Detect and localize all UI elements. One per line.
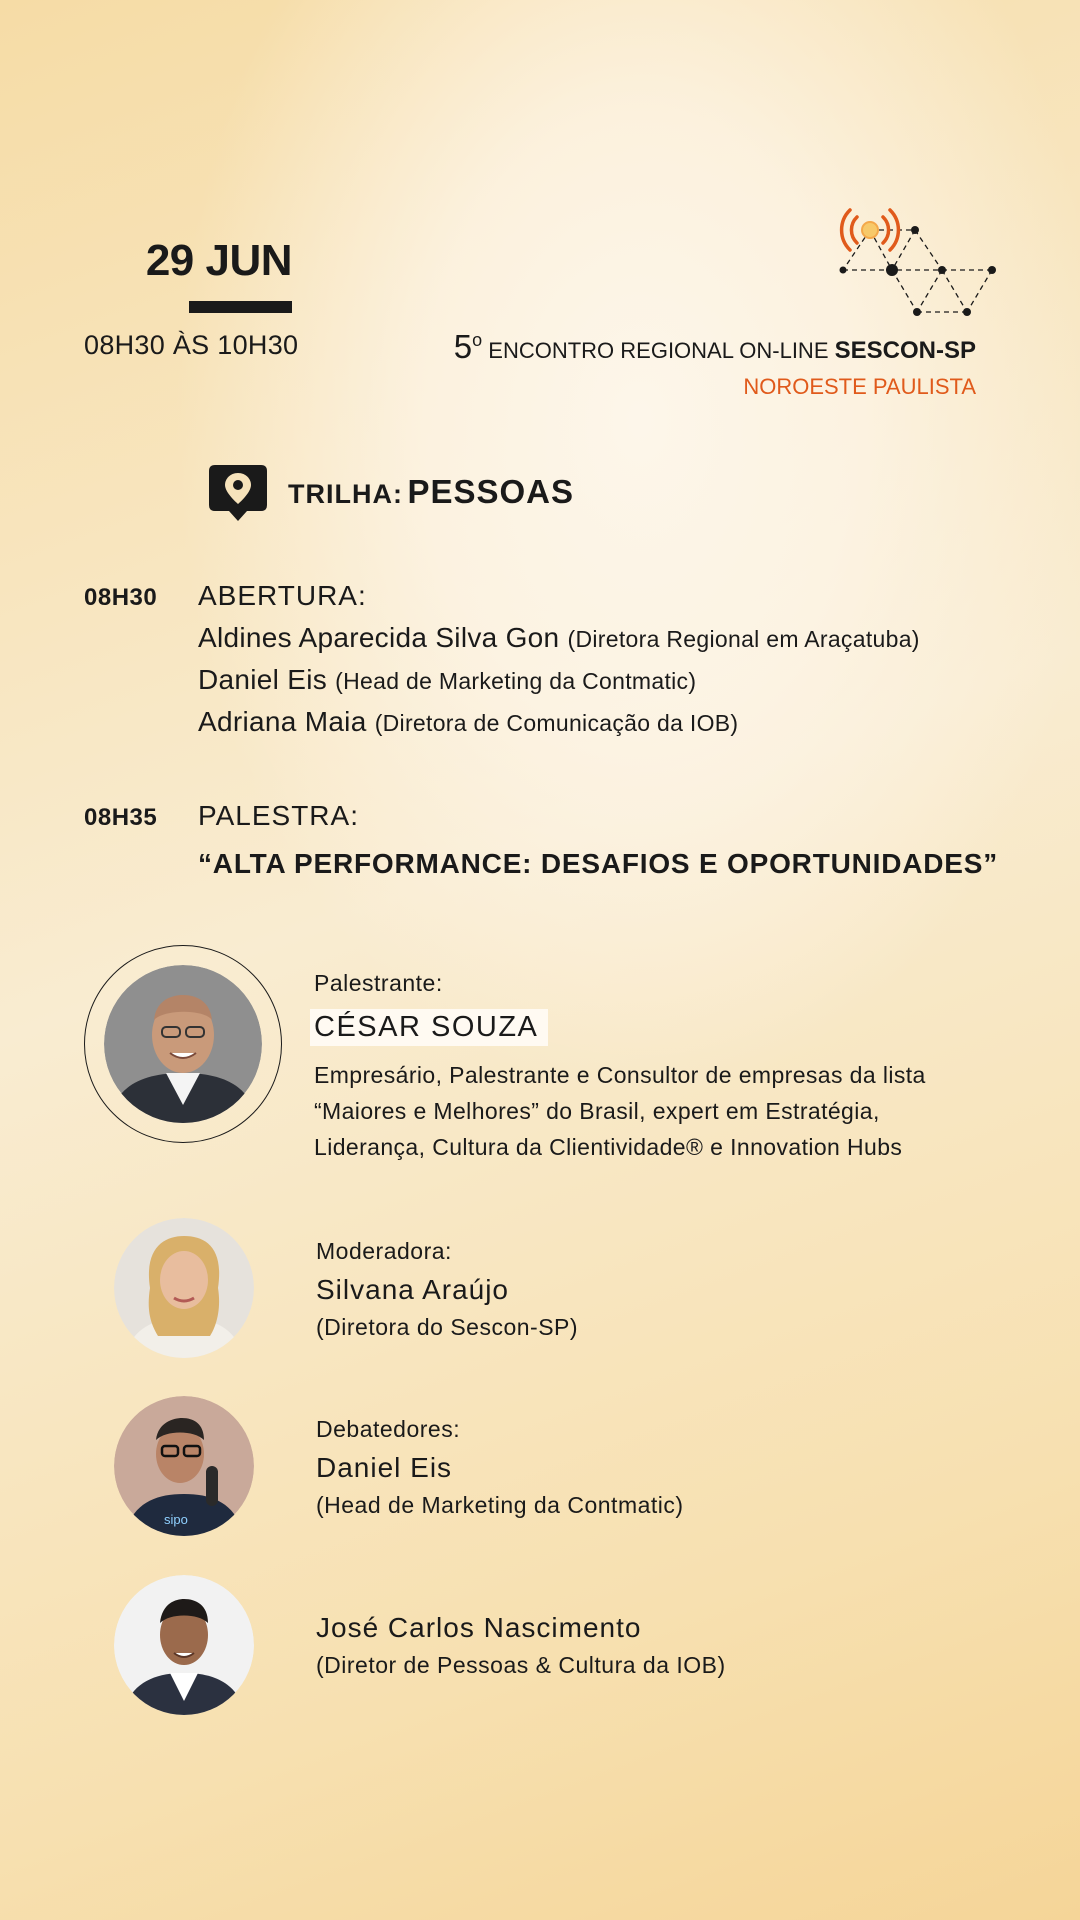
event-title-text: ENCONTRO REGIONAL ON-LINE bbox=[488, 338, 829, 363]
debaters-label: Debatedores: bbox=[316, 1416, 461, 1442]
opening-person bbox=[198, 664, 696, 696]
event-date: 29 JUN bbox=[145, 236, 292, 285]
debater-role: (Diretor de Pessoas & Cultura da IOB) bbox=[316, 1652, 726, 1678]
debater-name: Daniel Eis bbox=[316, 1452, 453, 1483]
svg-text:sipo: sipo bbox=[164, 1512, 188, 1527]
date-underline bbox=[189, 301, 292, 313]
schedule-title: PALESTRA: bbox=[198, 800, 359, 831]
avatar-cesar-souza bbox=[104, 965, 262, 1123]
debater-role: (Head de Marketing da Contmatic) bbox=[316, 1492, 684, 1518]
opening-person bbox=[198, 706, 738, 738]
opening-person bbox=[198, 622, 920, 654]
person-name: Daniel Eis bbox=[198, 664, 328, 695]
debater-name: José Carlos Nascimento bbox=[316, 1612, 642, 1643]
location-pin-icon bbox=[207, 463, 269, 525]
moderator-role: (Diretora do Sescon-SP) bbox=[316, 1314, 579, 1340]
person-name: Aldines Aparecida Silva Gon bbox=[198, 622, 560, 653]
track-name: PESSOAS bbox=[407, 473, 574, 510]
speaker-bio bbox=[314, 1057, 994, 1165]
event-title bbox=[454, 328, 976, 366]
person-role: (Head de Marketing da Contmatic) bbox=[335, 668, 697, 694]
avatar-daniel-eis bbox=[114, 1396, 254, 1536]
schedule-time: 08H35 bbox=[84, 804, 158, 831]
event-ordinal: o bbox=[472, 330, 483, 350]
avatar-jose-carlos-nascimento bbox=[114, 1575, 254, 1715]
schedule-title: ABERTURA: bbox=[198, 580, 367, 611]
sescon-network-logo-icon bbox=[835, 200, 1000, 325]
event-brand: SESCON-SP bbox=[834, 337, 976, 364]
moderator-label: Moderadora: bbox=[316, 1238, 452, 1264]
bio-line: “Maiores e Melhores” do Brasil, expert em Estratégia, bbox=[314, 1098, 880, 1124]
person-role: (Diretora de Comunicação da IOB) bbox=[374, 710, 739, 736]
bio-line: Empresário, Palestrante e Consultor de empresas da lista bbox=[314, 1062, 926, 1088]
avatar-silvana-araujo bbox=[114, 1218, 254, 1358]
track-heading bbox=[288, 473, 574, 511]
person-name: Adriana Maia bbox=[198, 706, 367, 737]
event-time: 08H30 ÀS 10H30 bbox=[84, 330, 299, 360]
person-role: (Diretora Regional em Araçatuba) bbox=[567, 626, 920, 652]
schedule-time: 08H30 bbox=[84, 584, 158, 611]
talk-title: “ALTA PERFORMANCE: DESAFIOS E OPORTUNIDADES” bbox=[198, 848, 999, 879]
speaker-name: CÉSAR SOUZA bbox=[310, 1009, 548, 1046]
event-region: NOROESTE PAULISTA bbox=[743, 374, 976, 399]
event-number: 5 bbox=[453, 328, 473, 365]
moderator-name: Silvana Araújo bbox=[316, 1274, 510, 1305]
speaker-label: Palestrante: bbox=[314, 970, 443, 996]
bio-line: Liderança, Cultura da Clientividade® e Innovation Hubs bbox=[314, 1134, 903, 1160]
track-label: TRILHA: bbox=[288, 479, 403, 509]
